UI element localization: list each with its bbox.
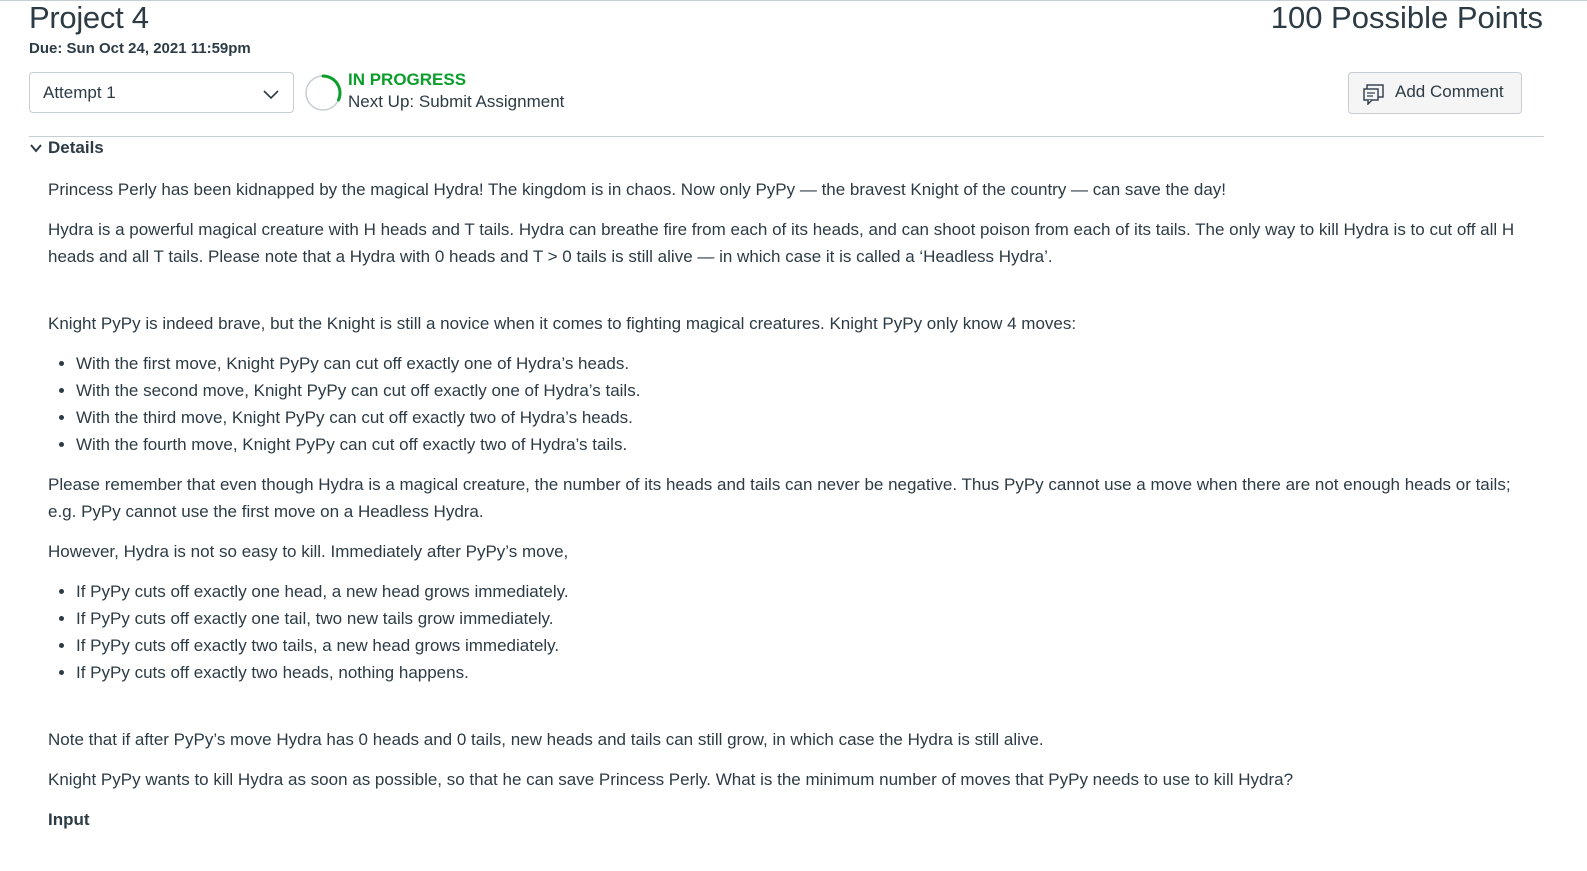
section-divider [29, 136, 1544, 137]
description-paragraph: Princess Perly has been kidnapped by the magical Hydra! The kingdom is in chaos. Now only PyPy — the bravest Knight of the country — can save the day! [48, 180, 1227, 199]
input-heading: Input [48, 810, 90, 829]
assignment-description [48, 176, 1543, 833]
list-item: • With the fourth move, Knight PyPy can cut off exactly two of Hydra’s tails. [76, 431, 1543, 458]
possible-points: 100 Possible Points [1270, 0, 1543, 35]
chevron-down-icon [262, 85, 280, 103]
list-item: • With the second move, Knight PyPy can cut off exactly one of Hydra’s tails. [76, 377, 1543, 404]
details-label: Details [48, 138, 104, 157]
next-up-text: Next Up: Submit Assignment [348, 92, 565, 111]
list-item: • If PyPy cuts off exactly one head, a new head grows immediately. [76, 578, 1543, 605]
description-paragraph: However, Hydra is not so easy to kill. Immediately after PyPy’s move, [48, 542, 569, 561]
list-item: • With the first move, Knight PyPy can cut off exactly one of Hydra’s heads. [76, 350, 1543, 377]
page-title: Project 4 [29, 0, 149, 35]
add-comment-label: Add Comment [1395, 82, 1504, 101]
effects-list [48, 578, 1543, 686]
description-paragraph: Please remember that even though Hydra is a magical creature, the number of its heads and tails can never be negative. Thus PyPy cannot use a move when there are not enough heads or tails; e.g. PyPy cannot use the first move on a Headless Hydra. [48, 475, 1511, 521]
add-comment-button[interactable] [1348, 72, 1522, 114]
description-paragraph: Note that if after PyPy’s move Hydra has 0 heads and 0 tails, new heads and tails can still grow, in which case the Hydra is still alive. [48, 730, 1044, 749]
list-item: • With the third move, Knight PyPy can cut off exactly two of Hydra’s heads. [76, 404, 1543, 431]
description-paragraph: Knight PyPy wants to kill Hydra as soon as possible, so that he can save Princess Perly. What is the minimum number of moves that PyPy needs to use to kill Hydra? [48, 770, 1294, 789]
moves-list [48, 350, 1543, 458]
comment-icon [1363, 83, 1385, 105]
attempt-select-value: Attempt 1 [43, 83, 116, 102]
list-item: • If PyPy cuts off exactly one tail, two new tails grow immediately. [76, 605, 1543, 632]
description-paragraph: Hydra is a powerful magical creature with H heads and T tails. Hydra can breathe fire from each of its heads, and can shoot poison from each of its tails. The only way to kill Hydra is to cut off all H heads and all T tails. Please note that a Hydra with 0 heads and T > 0 tails is still alive — in which case it is called a ‘Headless Hydra’. [48, 220, 1515, 266]
status-badge: IN PROGRESS [348, 70, 467, 89]
description-paragraph: Knight PyPy is indeed brave, but the Knight is still a novice when it comes to fighting magical creatures. Knight PyPy only know 4 moves: [48, 314, 1077, 333]
chevron-down-icon [29, 141, 43, 155]
due-date: Due: Sun Oct 24, 2021 11:59pm [29, 40, 251, 57]
list-item: • If PyPy cuts off exactly two tails, a new head grows immediately. [76, 632, 1543, 659]
progress-ring-icon [303, 73, 343, 113]
list-item: • If PyPy cuts off exactly two heads, nothing happens. [76, 659, 1543, 686]
attempt-select[interactable] [29, 72, 294, 113]
